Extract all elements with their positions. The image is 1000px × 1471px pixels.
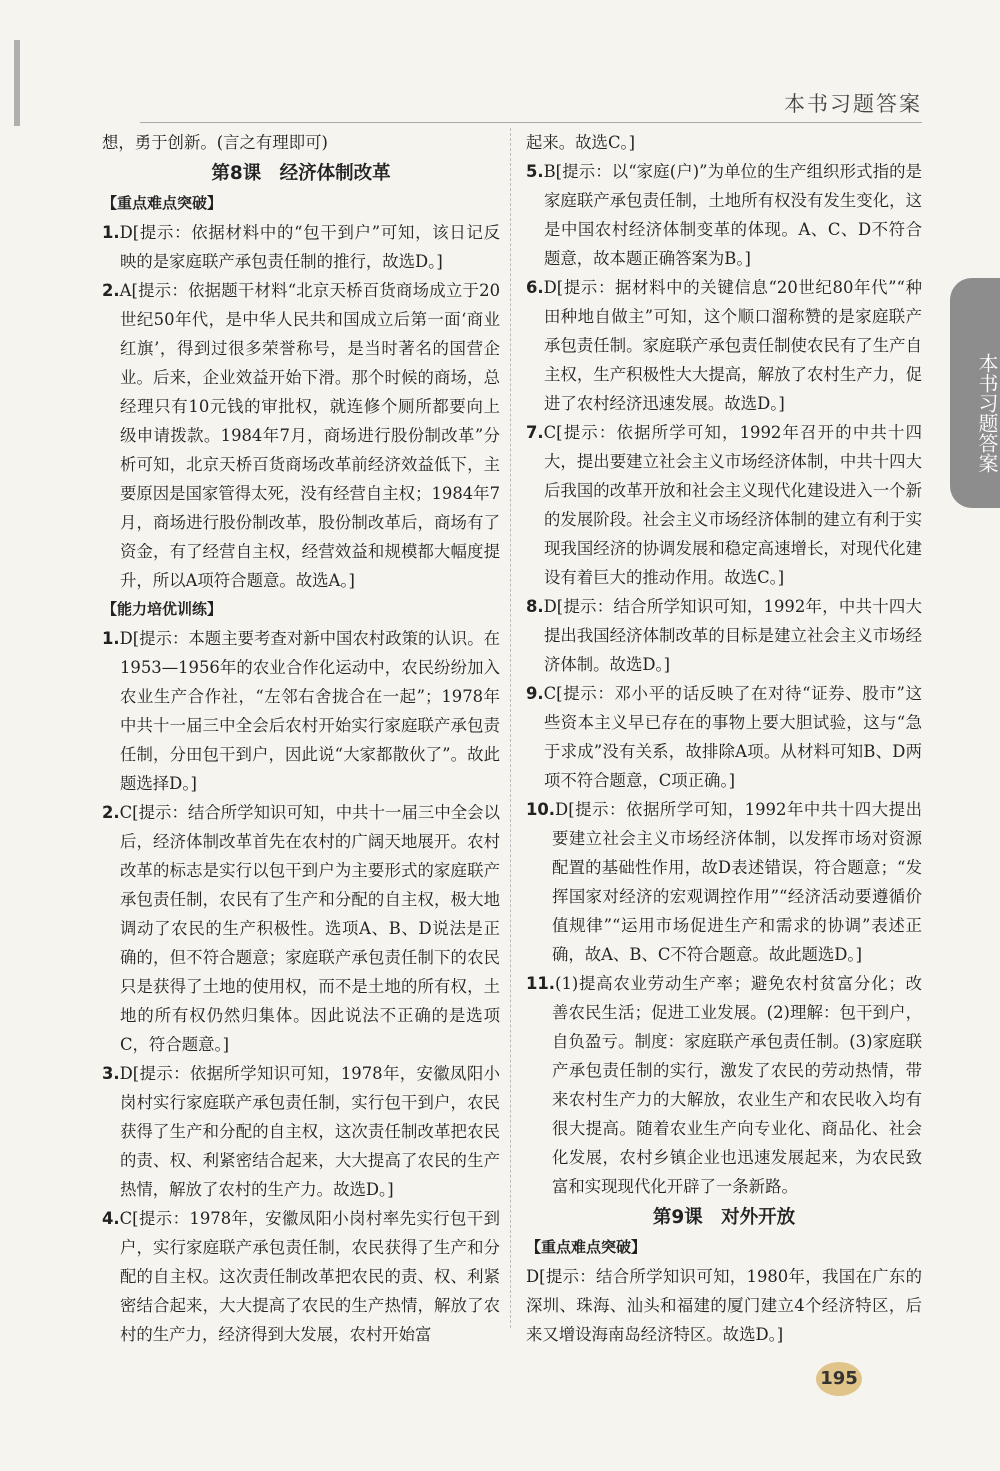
answer-item: 1.D[提示：依据材料中的“包干到户”可知，该日记反映的是家庭联产承包责任制的推行，故选D。] [102, 223, 500, 271]
final-answer: D[提示：结合所学知识可知，1980年，我国在广东的深圳、珠海、汕头和福建的厦门建立4个经济特区，后来又增设海南岛经济特区。故选D。] [526, 1267, 922, 1344]
side-tab: 本书习题答案 [950, 278, 1000, 508]
section-ability-training: 【能力培优训练】 [102, 600, 223, 618]
left-column [102, 128, 500, 1349]
page-number: 195 [816, 1362, 862, 1396]
right-column [526, 128, 922, 1349]
header-rule [140, 122, 922, 123]
header-title: 本书习题答案 [784, 92, 922, 116]
answer-item: 9.C[提示：邓小平的话反映了在对待“证券、股市”这些资本主义早已存在的事物上要大胆试验，这与“急于求成”没有关系，故排除A项。从材料可知B、D两项不符合题意，C项正确。] [526, 684, 922, 790]
answer-item: 1.D[提示：本题主要考查对新中国农村政策的认识。在1953—1956年的农业合作化运动中，农民纷纷加入农业生产合作社，“左邻右舍拢合在一起”；1978年中共十一届三中全会后农村开始实行家庭联产承包责任制，分田包干到户，因此说“大家都散伙了”。故此题选择D。] [102, 629, 500, 793]
answer-item: 8.D[提示：结合所学知识可知，1992年，中共十四大提出我国经济体制改革的目标是建立社会主义市场经济体制。故选D。] [526, 597, 922, 674]
answer-item: 7.C[提示：依据所学可知，1992年召开的中共十四大，提出要建立社会主义市场经济体制，中共十四大后我国的改革开放和社会主义现代化建设进入一个新的发展阶段。社会主义市场经济体制的建立有利于实现我国经济的协调发展和稳定高速增长，对现代化建设有着巨大的推动作用。故选C。] [526, 423, 922, 587]
answer-item: 2.A[提示：依据题干材料“北京天桥百货商场成立于20世纪50年代，是中华人民共和国成立后第一面‘商业红旗’，得到过很多荣誉称号，是当时著名的国营企业。后来，企业效益开始下滑。那个时候的商场，总经理只有10元钱的审批权，就连修个厕所都要向上级申请拨款。1984年7月，商场进行股份制改革”分析可知，北京天桥百货商场改革前经济效益低下，主要原因是国家管得太死，没有经营自主权；1984年7月，商场进行股份制改革，股份制改革后，商场有了资金，有了经营自主权，经营效益和规模都大幅度提升，所以A项符合题意。故选A。] [102, 281, 500, 590]
intro-text: 想，勇于创新。(言之有理即可) [102, 133, 328, 152]
continuation-text: 起来。故选C。] [526, 133, 636, 152]
column-divider [510, 128, 511, 1328]
answer-item: 10.D[提示：依据所学可知，1992年中共十四大提出要建立社会主义市场经济体制，以发挥市场对资源配置的基础性作用，故D表述错误，符合题意；“发挥国家对经济的宏观调控作用”“经济活动要遵循价值规律”“运用市场促进生产和需求的协调”表述正确，故A、B、C不符合题意。故此题选D。] [526, 800, 922, 964]
lesson-8-title: 第8课 经济体制改革 [211, 163, 391, 184]
binding-edge [14, 40, 20, 126]
section-key-difficulties-9: 【重点难点突破】 [526, 1238, 647, 1256]
answer-item: 11.(1)提高农业劳动生产率；避免农村贫富分化；改善农民生活；促进工业发展。(2)理解：包干到户，自负盈亏。制度：家庭联产承包责任制。(3)家庭联产承包责任制的实行，激发了农民的劳动热情，带来农村生产力的大解放，农业生产和农民收入均有很大提高。随着农业生产向专业化、商品化、社会化发展，农村乡镇企业也迅速发展起来，为农民致富和实现现代化开辟了一条新路。 [526, 974, 922, 1196]
answer-item: 6.D[提示：据材料中的关键信息“20世纪80年代”“种田种地自做主”可知，这个顺口溜称赞的是家庭联产承包责任制。家庭联产承包责任制使农民有了生产自主权，生产积极性大大提高，解放了农村生产力，促进了农村经济迅速发展。故选D。] [526, 278, 922, 413]
section-key-difficulties: 【重点难点突破】 [102, 194, 223, 212]
answer-item: 4.C[提示：1978年，安徽凤阳小岗村率先实行包干到户，实行家庭联产承包责任制，农民获得了生产和分配的自主权。这次责任制改革把农民的责、权、利紧密结合起来，大大提高了农民的生产热情，解放了农村的生产力，经济得到大发展，农村开始富 [102, 1209, 500, 1344]
answer-item: 2.C[提示：结合所学知识可知，中共十一届三中全会以后，经济体制改革首先在农村的广阔天地展开。农村改革的标志是实行以包干到户为主要形式的家庭联产承包责任制，农民有了生产和分配的自主权，极大地调动了农民的生产积极性。选项A、B、D说法是正确的，但不符合题意；家庭联产承包责任制下的农民只是获得了土地的使用权，而不是土地的所有权，土地的所有权仍然归集体。因此说法不正确的是选项C，符合题意。] [102, 803, 500, 1054]
answer-item: 3.D[提示：依据所学知识可知，1978年，安徽凤阳小岗村实行家庭联产承包责任制，实行包干到户，农民获得了生产和分配的自主权，这次责任制改革把农民的责、权、利紧密结合起来，大大提高了农民的生产热情，解放了农村的生产力。故选D。] [102, 1064, 500, 1199]
lesson-9-title: 第9课 对外开放 [652, 1207, 796, 1228]
answer-item: 5.B[提示：以“家庭(户)”为单位的生产组织形式指的是家庭联产承包责任制，土地所有权没有发生变化，这是中国农村经济体制变革的体现。A、C、D不符合题意，故本题正确答案为B。] [526, 162, 922, 268]
